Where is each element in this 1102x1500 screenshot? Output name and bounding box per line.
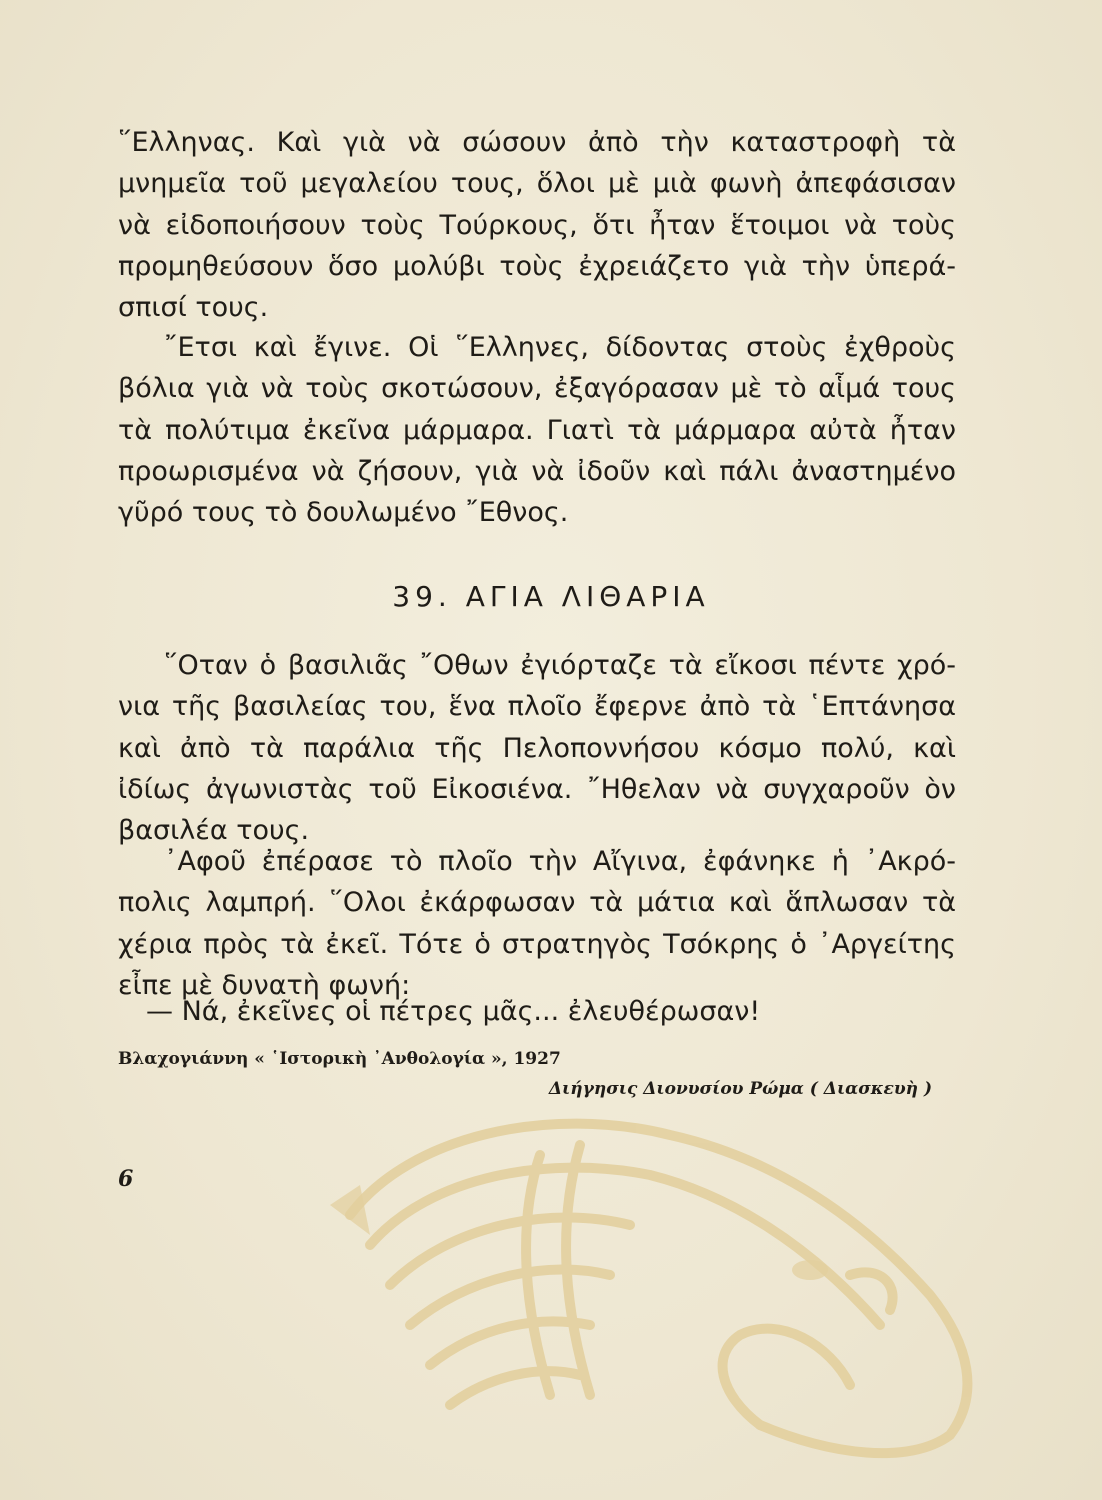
text-line: βασιλέα τους.: [118, 815, 310, 847]
source-citation: Βλαχογιάννη « ῾Ιστορικὴ ᾿Ανθολογία », 1927: [118, 1049, 561, 1069]
paragraph-4: [118, 841, 956, 1006]
text-line: πολις λαμπρή. ῞Ολοι ἐκάρφωσαν τὰ μάτια καὶ ἅπλωσαν τὰ: [118, 887, 956, 919]
text-line: ῞Ελληνας. Καὶ γιὰ νὰ σώσουν ἀπὸ τὴν καταστροφὴ τὰ: [118, 127, 956, 158]
text-line: προωρισμένα νὰ ζήσουν, γιὰ νὰ ἰδοῦν καὶ πάλι ἀναστημένο: [118, 455, 956, 487]
paragraph-3: [118, 645, 956, 851]
text-line: εἶπε μὲ δυνατὴ φωνή:: [118, 969, 411, 1001]
text-line: βόλια γιὰ νὰ τοὺς σκοτώσουν, ἐξαγόρασαν μὲ τὸ αἷμά τους: [118, 373, 956, 405]
page-number: 6: [118, 1166, 134, 1192]
text-line: τὰ πολύτιμα ἐκεῖνα μάρμαρα. Γιατὶ τὰ μάρμαρα αὐτὰ ἦταν: [118, 414, 956, 446]
text-line: γῦρό τους τὸ δουλωμένο ῎Εθνος.: [118, 497, 569, 529]
text-line: νὰ εἰδοποιήσουν τοὺς Τούρκους, ὅτι ἦταν ἕτοιμοι νὰ τοὺς: [118, 209, 956, 241]
text-line: ῞Οταν ὁ βασιλιᾶς ῎Οθων ἐγιόρταζε τὰ εἴκοσι πέντε χρό-: [164, 650, 956, 681]
text-line: ἰδίως ἀγωνιστὰς τοῦ Εἰκοσιένα. ῎Ηθελαν νὰ συγχαροῦν ὸν: [118, 773, 956, 805]
section-heading: 39. ΑΓΙΑ ΛΙΘΑΡΙΑ: [392, 580, 710, 613]
text-line: χέρια πρὸς τὰ ἐκεῖ. Τότε ὁ στρατηγὸς Τσόκρης ὁ ᾿Αργείτης: [118, 928, 956, 960]
text-line: μνημεῖα τοῦ μεγαλείου τους, ὅλοι μὲ μιὰ φωνὴ ἀπεφάσισαν: [118, 168, 956, 200]
text-line: προμηθεύσουν ὅσο μολύβι τοὺς ἐχρειάζετο γιὰ τὴν ὑπερά-: [118, 250, 956, 282]
text-line: ῎Ετσι καὶ ἔγινε. Οἱ ῞Ελληνες, δίδοντας στοὺς ἐχθροὺς: [164, 332, 956, 363]
text-line: καὶ ἀπὸ τὰ παράλια τῆς Πελοποννήσου κόσμο πολύ, καὶ: [118, 732, 956, 764]
paragraph-2: [118, 327, 956, 533]
text-line: ᾿Αφοῦ ἐπέρασε τὸ πλοῖο τὴν Αἴγινα, ἐφάνηκε ἡ ᾿Ακρό-: [164, 846, 956, 877]
text-line: σπισί τους.: [118, 292, 269, 324]
text-line: νια τῆς βασιλείας του, ἕνα πλοῖο ἔφερνε ἀπὸ τὰ ῾Επτάνησα: [118, 691, 956, 723]
horse-head-icon: [290, 1095, 990, 1475]
quote-line: — Νά, ἐκεῖνες οἱ πέτρες μᾶς... ἐλευθέρωσαν!: [146, 996, 761, 1027]
paragraph-1: [118, 122, 956, 328]
narration-credit: Διήγησις Διονυσίου Ρώμα ( Διασκευὴ ): [548, 1079, 932, 1099]
